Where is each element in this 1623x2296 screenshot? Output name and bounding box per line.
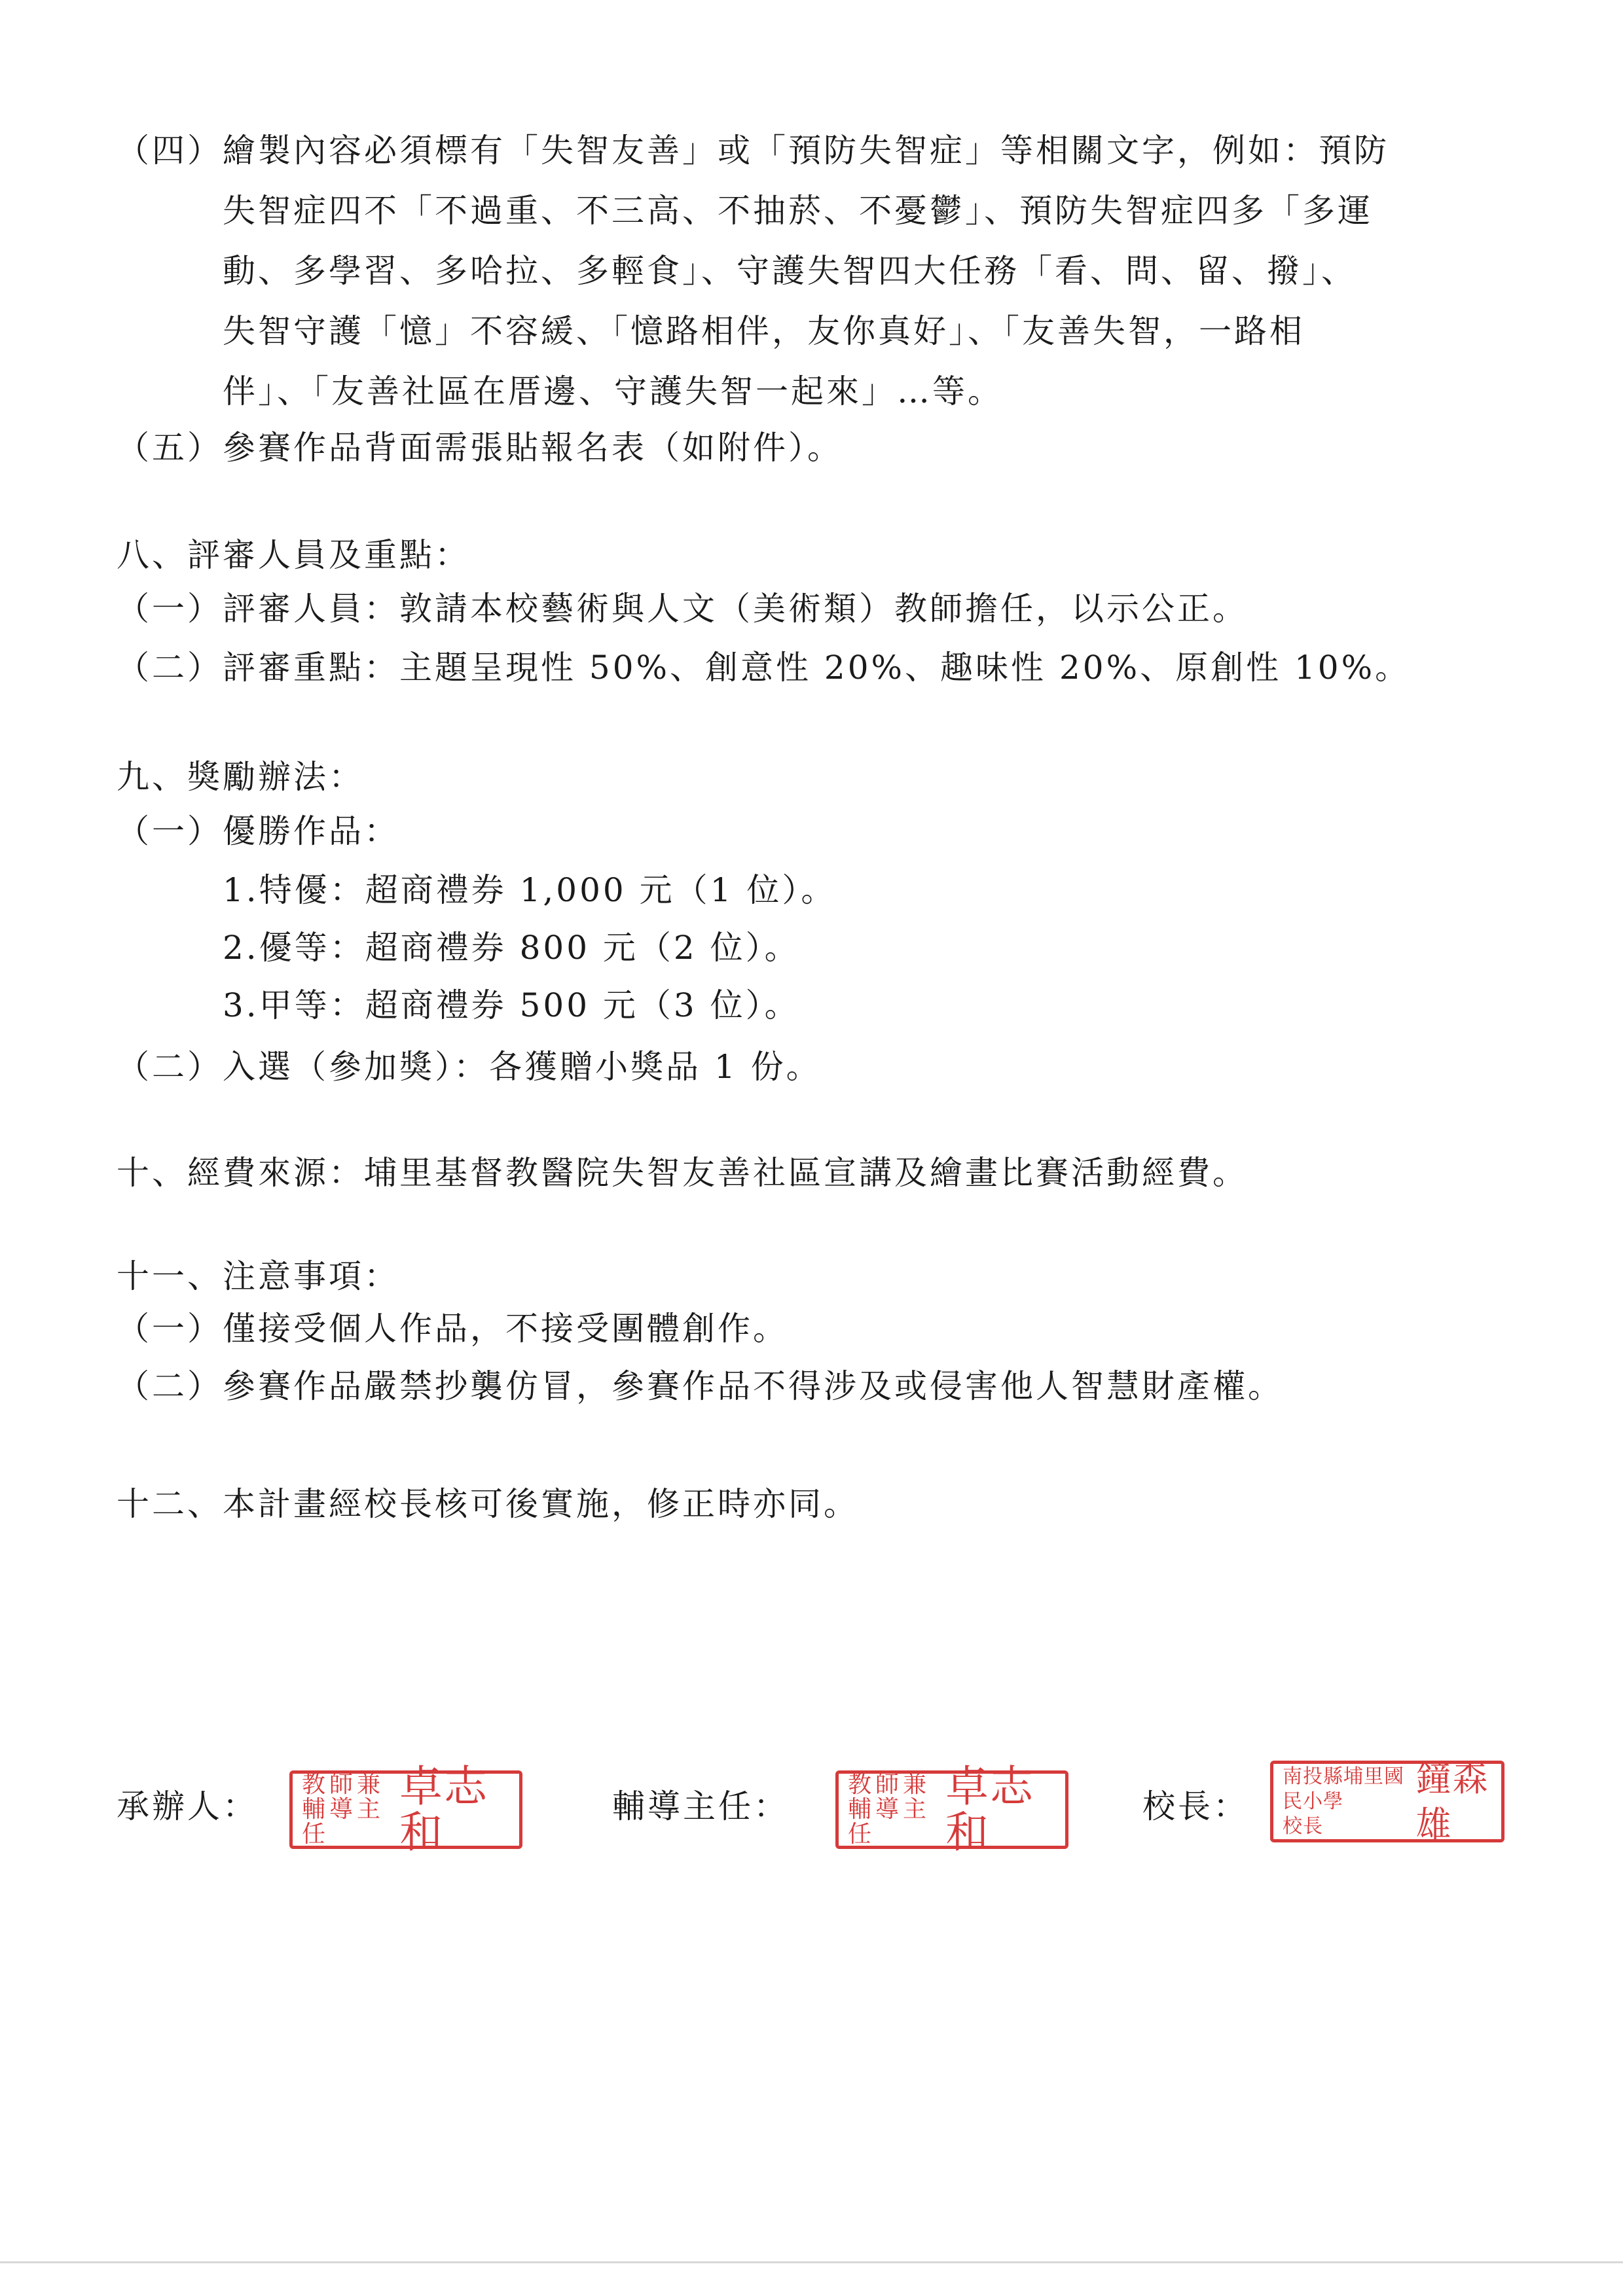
- stamp-title-bottom: 輔導主任: [302, 1796, 385, 1848]
- section12-heading: 十二、本計畫經校長核可後實施，修正時亦同。: [117, 1485, 859, 1523]
- organizer-stamp: [289, 1761, 522, 1857]
- section8-heading: 八、評審人員及重點：: [117, 536, 470, 574]
- section11-heading: 十一、注意事項：: [117, 1257, 399, 1295]
- item4-line1: （四）繪製內容必須標有「失智友善」或「預防失智症」等相關文字，例如：預防: [117, 132, 1389, 170]
- item5-text: （五）參賽作品背面需張貼報名表（如附件）。: [117, 429, 843, 467]
- director-stamp: [835, 1761, 1068, 1857]
- stamp-title-top: 南投縣埔里國民小學: [1283, 1765, 1404, 1813]
- stamp-name: 鐘森雄: [1415, 1757, 1489, 1845]
- stamp-title-bottom: 校長: [1283, 1814, 1323, 1838]
- section8-item1: （一）評審人員：敦請本校藝術與人文（美術類）教師擔任，以示公正。: [117, 590, 1248, 628]
- award-first: 1.特優：超商禮券 1,000 元（1 位）。: [223, 871, 837, 909]
- stamp-name: 卓志和: [399, 1761, 489, 1857]
- stamp-title-top: 教師兼: [302, 1771, 385, 1798]
- section8-item2: （二）評審重點：主題呈現性 50%、創意性 20%、趣味性 20%、原創性 10%。: [117, 649, 1411, 687]
- item4-line2: 失智症四不「不過重、不三高、不抽菸、不憂鬱」、預防失智症四多「多運: [223, 192, 1373, 230]
- section11-item2: （二）參賽作品嚴禁抄襲仿冒，參賽作品不得涉及或侵害他人智慧財產權。: [117, 1367, 1283, 1405]
- stamp-title-top: 教師兼: [848, 1771, 931, 1798]
- scan-edge-line: [0, 2261, 1623, 2263]
- award-second: 2.優等：超商禮券 800 元（2 位）。: [223, 929, 800, 967]
- director-label: 輔導主任：: [612, 1787, 789, 1825]
- organizer-label: 承辦人：: [117, 1787, 258, 1825]
- section11-item1: （一）僅接受個人作品，不接受團體創作。: [117, 1310, 788, 1348]
- principal-label: 校長：: [1142, 1787, 1249, 1825]
- section10-heading: 十、經費來源：埔里基督教醫院失智友善社區宣講及繪畫比賽活動經費。: [117, 1154, 1248, 1192]
- stamp-name: 卓志和: [945, 1761, 1035, 1857]
- item4-line5: 伴」、「友善社區在厝邊、守護失智一起來」…等。: [223, 372, 1003, 410]
- item4-line4: 失智守護「憶」不容緩、「憶路相伴，友你真好」、「友善失智，一路相: [223, 312, 1305, 350]
- award-third: 3.甲等：超商禮券 500 元（3 位）。: [223, 986, 800, 1024]
- principal-stamp: [1270, 1757, 1504, 1845]
- section9-heading: 九、獎勵辦法：: [117, 758, 364, 796]
- item4-line3: 動、多學習、多哈拉、多輕食」、守護失智四大任務「看、問、留、撥」、: [223, 252, 1357, 290]
- section9-item1: （一）優勝作品：: [117, 812, 399, 850]
- stamp-title-bottom: 輔導主任: [848, 1796, 931, 1848]
- section9-item2: （二）入選（參加獎）：各獲贈小獎品 1 份。: [117, 1048, 822, 1086]
